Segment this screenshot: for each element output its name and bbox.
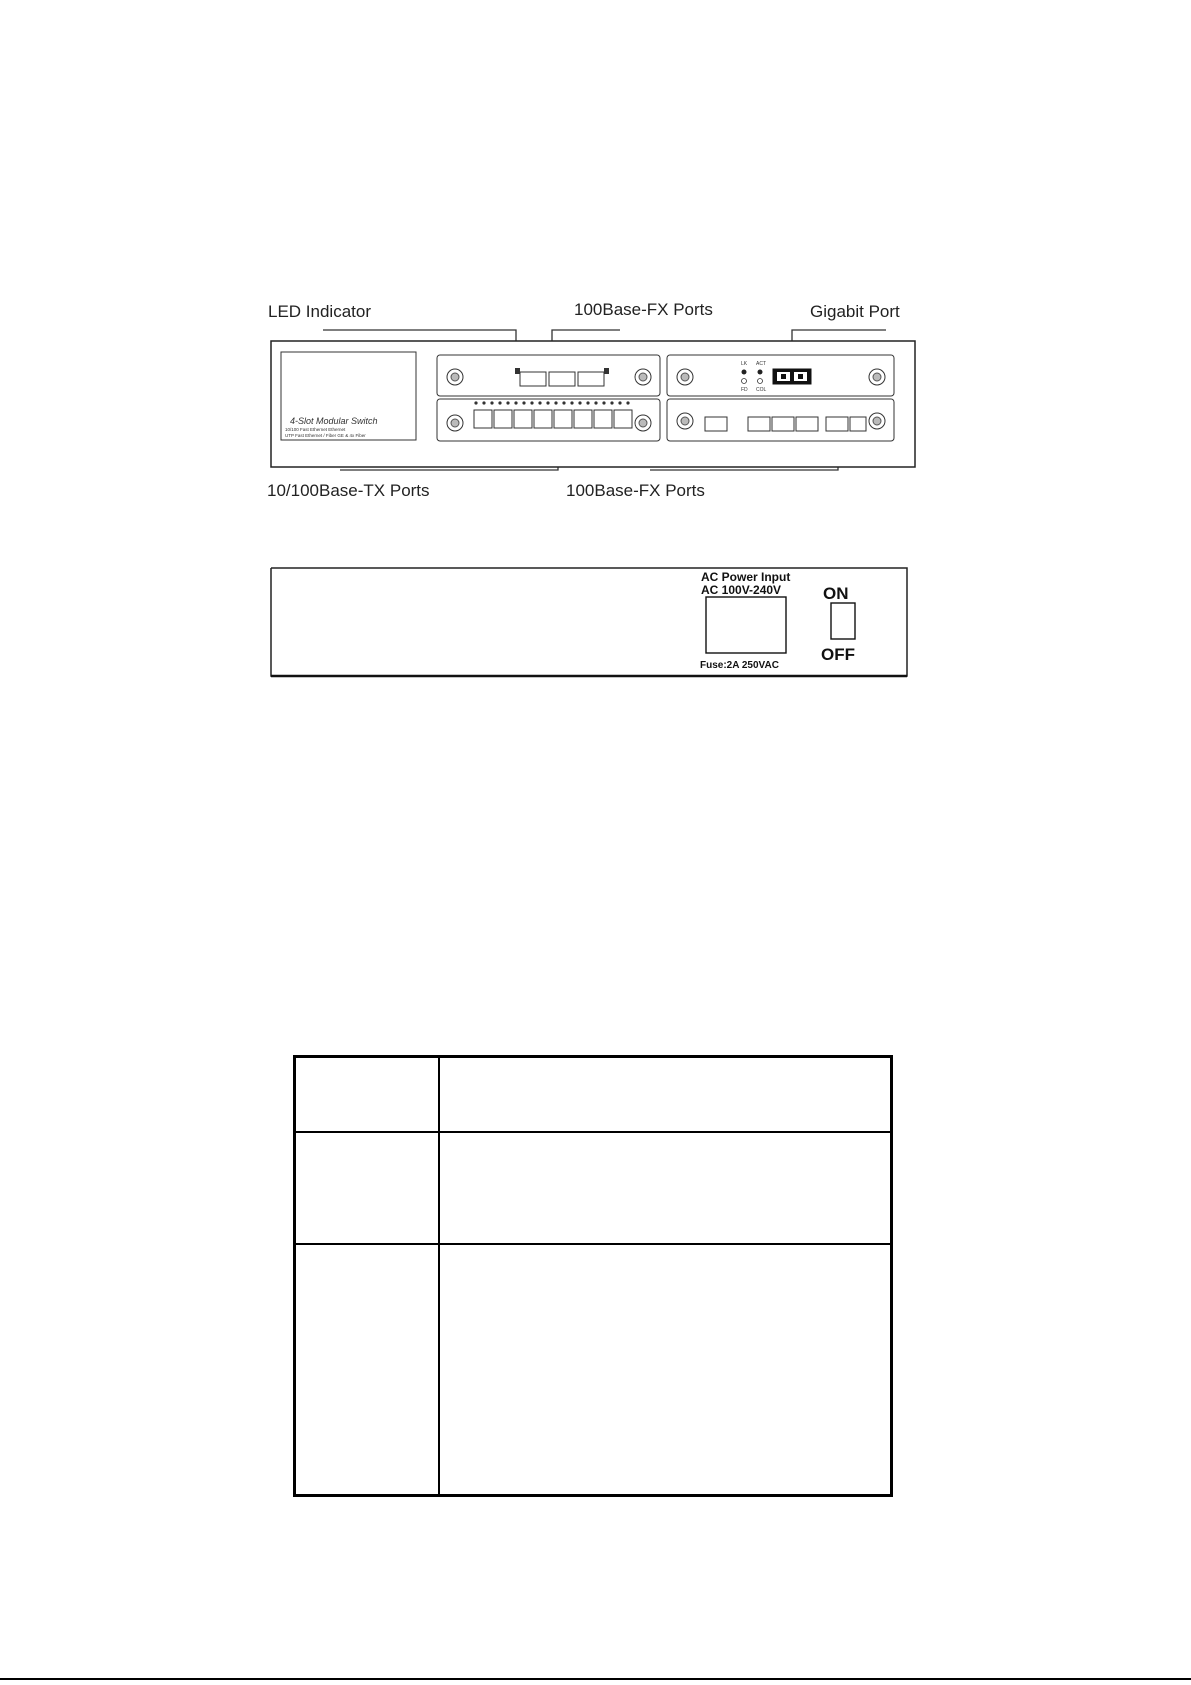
- callout-led-indicator: LED Indicator: [268, 302, 371, 321]
- page-bottom-rule: [0, 1678, 1191, 1680]
- gigabit-led-lk-label: LK: [741, 361, 748, 367]
- gigabit-led-col-label: COL: [756, 387, 767, 393]
- table-row-divider: [296, 1131, 890, 1133]
- gigabit-led-fd-label: FD: [741, 387, 748, 393]
- gigabit-led-act-label: ACT: [756, 361, 766, 367]
- power-inlet: [706, 597, 786, 653]
- power-switch-on-label: ON: [823, 584, 849, 603]
- power-switch: [831, 603, 855, 639]
- table-row-divider: [296, 1243, 890, 1245]
- fx-port: [549, 372, 575, 386]
- callout-gigabit-port: Gigabit Port: [810, 302, 900, 321]
- model-line-2: UTP Fast Ethernet / Fiber GE & 4x Fiber: [285, 433, 366, 438]
- model-name: 4-Slot Modular Switch: [290, 416, 378, 426]
- slot-3-gigabit-module: [667, 355, 894, 396]
- fx-port: [520, 372, 546, 386]
- slot-1-fx-module: [437, 355, 660, 396]
- slot-4-fx-module: [667, 399, 894, 441]
- callout-fx-ports-top: 100Base-FX Ports: [574, 300, 713, 319]
- empty-specification-table: [293, 1055, 893, 1497]
- power-switch-off-label: OFF: [821, 645, 855, 664]
- slot-2-tx-module: [437, 399, 660, 441]
- model-line-1: 10/100 Fast Ethernet Ethernet: [285, 427, 346, 432]
- callout-tx-ports: 10/100Base-TX Ports: [267, 481, 430, 500]
- fuse-label: Fuse:2A 250VAC: [700, 660, 779, 671]
- power-input-label: AC Power Input: [701, 570, 791, 584]
- fx-port: [578, 372, 604, 386]
- rear-panel-diagram: [0, 560, 1191, 690]
- rear-chassis-outline: [271, 568, 907, 676]
- callout-fx-ports-bottom: 100Base-FX Ports: [566, 481, 705, 500]
- power-voltage-label: AC 100V-240V: [701, 583, 782, 597]
- table-column-divider: [438, 1058, 440, 1494]
